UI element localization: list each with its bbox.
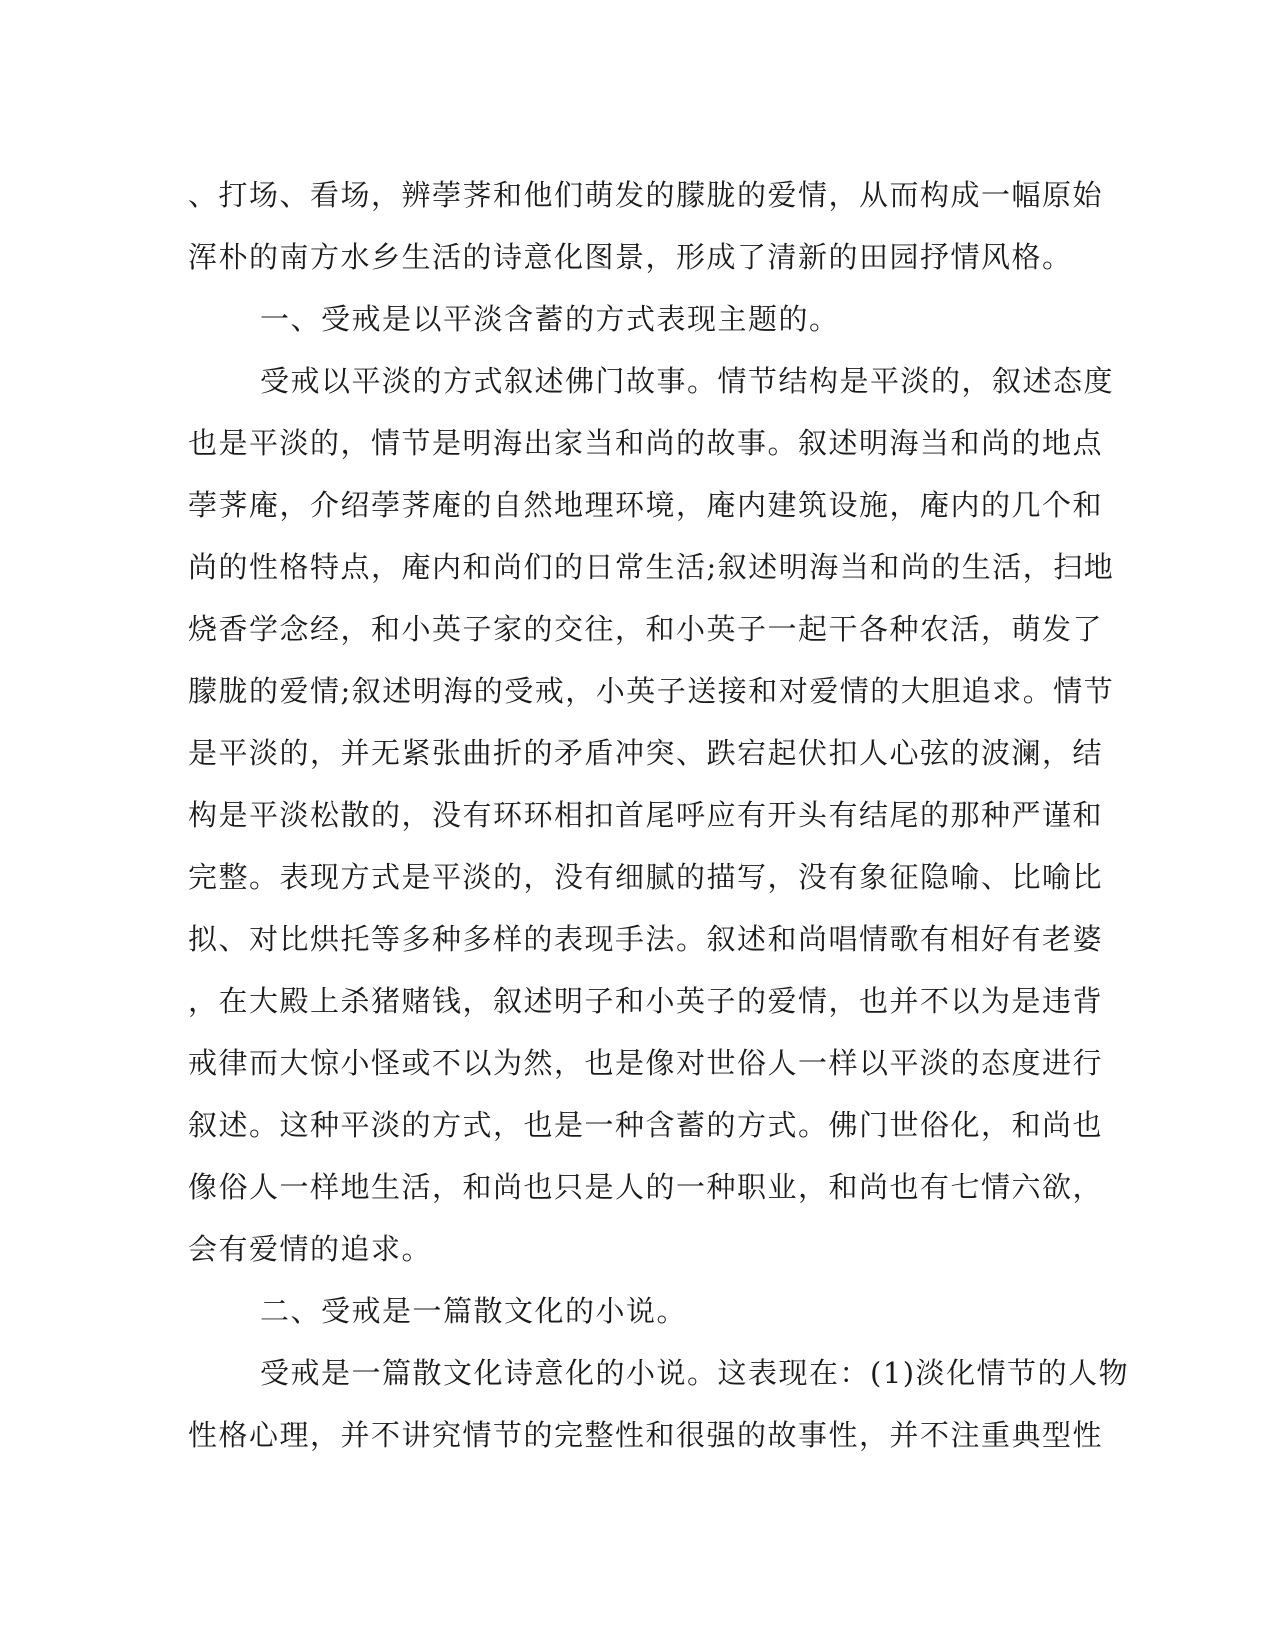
text-line: 叙述。这种平淡的方式，也是一种含蓄的方式。佛门世俗化，和尚也 bbox=[188, 1108, 1104, 1142]
text-line: 受戒以平淡的方式叙述佛门故事。情节结构是平淡的，叙述态度 bbox=[260, 364, 1115, 398]
body-text bbox=[188, 164, 1130, 1466]
text-line: ，在大殿上杀猪赌钱，叙述明子和小英子的爱情，也并不以为是违背 bbox=[188, 984, 1104, 1018]
text-line: 尚的性格特点，庵内和尚们的日常生活;叙述明海当和尚的生活，扫地 bbox=[188, 550, 1115, 584]
text-line: 戒律而大惊小怪或不以为然，也是像对世俗人一样以平淡的态度进行 bbox=[188, 1046, 1104, 1080]
text-line: 完整。表现方式是平淡的，没有细腻的描写，没有象征隐喻、比喻比 bbox=[188, 860, 1104, 894]
text-line: 朦胧的爱情;叙述明海的受戒，小英子送接和对爱情的大胆追求。情节 bbox=[188, 674, 1115, 708]
text-line: 受戒是一篇散文化诗意化的小说。这表现在：(1)淡化情节的人物 bbox=[260, 1356, 1130, 1390]
text-line: 二、受戒是一篇散文化的小说。 bbox=[260, 1294, 688, 1328]
text-line: 荸荠庵，介绍荸荠庵的自然地理环境，庵内建筑设施，庵内的几个和 bbox=[188, 488, 1104, 522]
text-line: 像俗人一样地生活，和尚也只是人的一种职业，和尚也有七情六欲， bbox=[188, 1170, 1104, 1204]
text-line: 、打场、看场，辨荸荠和他们萌发的朦胧的爱情，从而构成一幅原始 bbox=[188, 178, 1104, 212]
text-line: 构是平淡松散的，没有环环相扣首尾呼应有开头有结尾的那种严谨和 bbox=[188, 798, 1104, 832]
text-line: 也是平淡的，情节是明海出家当和尚的故事。叙述明海当和尚的地点 bbox=[188, 426, 1104, 460]
text-line: 拟、对比烘托等多种多样的表现手法。叙述和尚唱情歌有相好有老婆 bbox=[188, 922, 1104, 956]
text-line: 烧香学念经，和小英子家的交往，和小英子一起干各种农活，萌发了 bbox=[188, 612, 1104, 646]
text-line: 浑朴的南方水乡生活的诗意化图景，形成了清新的田园抒情风格。 bbox=[188, 240, 1073, 274]
text-line: 是平淡的，并无紧张曲折的矛盾冲突、跌宕起伏扣人心弦的波澜，结 bbox=[188, 736, 1104, 770]
text-line: 会有爱情的追求。 bbox=[188, 1232, 433, 1266]
text-line: 一、受戒是以平淡含蓄的方式表现主题的。 bbox=[260, 302, 840, 336]
text-line: 性格心理，并不讲究情节的完整性和很强的故事性，并不注重典型性 bbox=[188, 1418, 1104, 1452]
